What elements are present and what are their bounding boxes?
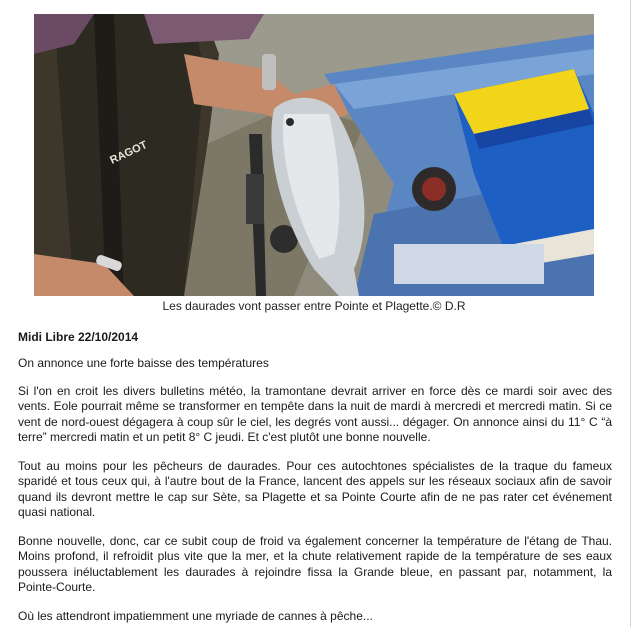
photo-caption: Les daurades vont passer entre Pointe et Plagette.© D.R	[162, 299, 466, 313]
fisherman-photo-illustration	[34, 14, 594, 296]
article-paragraph: Où les attendront impatiemment une myriade de cannes à pêche...	[18, 608, 373, 623]
article-photo	[34, 14, 594, 296]
article-body	[18, 330, 612, 637]
article-paragraph: Tout au moins pour les pêcheurs de daurades. Pour ces autochtones spécialistes de la traque du fameux sparidé et tous ceux qui, à l'autre bout de la France, lancent des appels sur les réseaux sociaux afin de savoir quand ils devront mettre le cap sur Sète, sa Plagette et sa Pointe Courte afin de ne pas rater cet événement quasi national.	[18, 458, 612, 519]
article-paragraph: Bonne nouvelle, donc, car ce subit coup de froid va également concerner la température de l'étang de Thau. Moins profond, il refroidit plus vite que la mer, et la chute relativement rapide de la température de ses eaux poussera inéluctablement les daurades à rejoindre fissa la Grande bleue, en passant par, notamment, la Pointe-Courte.	[18, 533, 612, 594]
article-lead: On annonce une forte baisse des températures	[18, 356, 269, 370]
article-source: Midi Libre 22/10/2014	[18, 330, 139, 344]
jacket-brand-label: RAGOT	[108, 139, 150, 167]
article-paragraph: Si l'on en croit les divers bulletins météo, la tramontane devrait arriver en force dès ce mardi soir avec des vents. Eole pourrait même se transformer en tempête dans la nuit de mardi à mercredi et mercredi matin. Si ce vent de nord-ouest dégagera à coup sûr le ciel, les degrés vont aussi... dégager. On annonce ainsi du 11° C “à terre” mercredi matin et un petit 8° C jeudi. Et c'est plutôt une bonne nouvelle.	[18, 383, 612, 444]
